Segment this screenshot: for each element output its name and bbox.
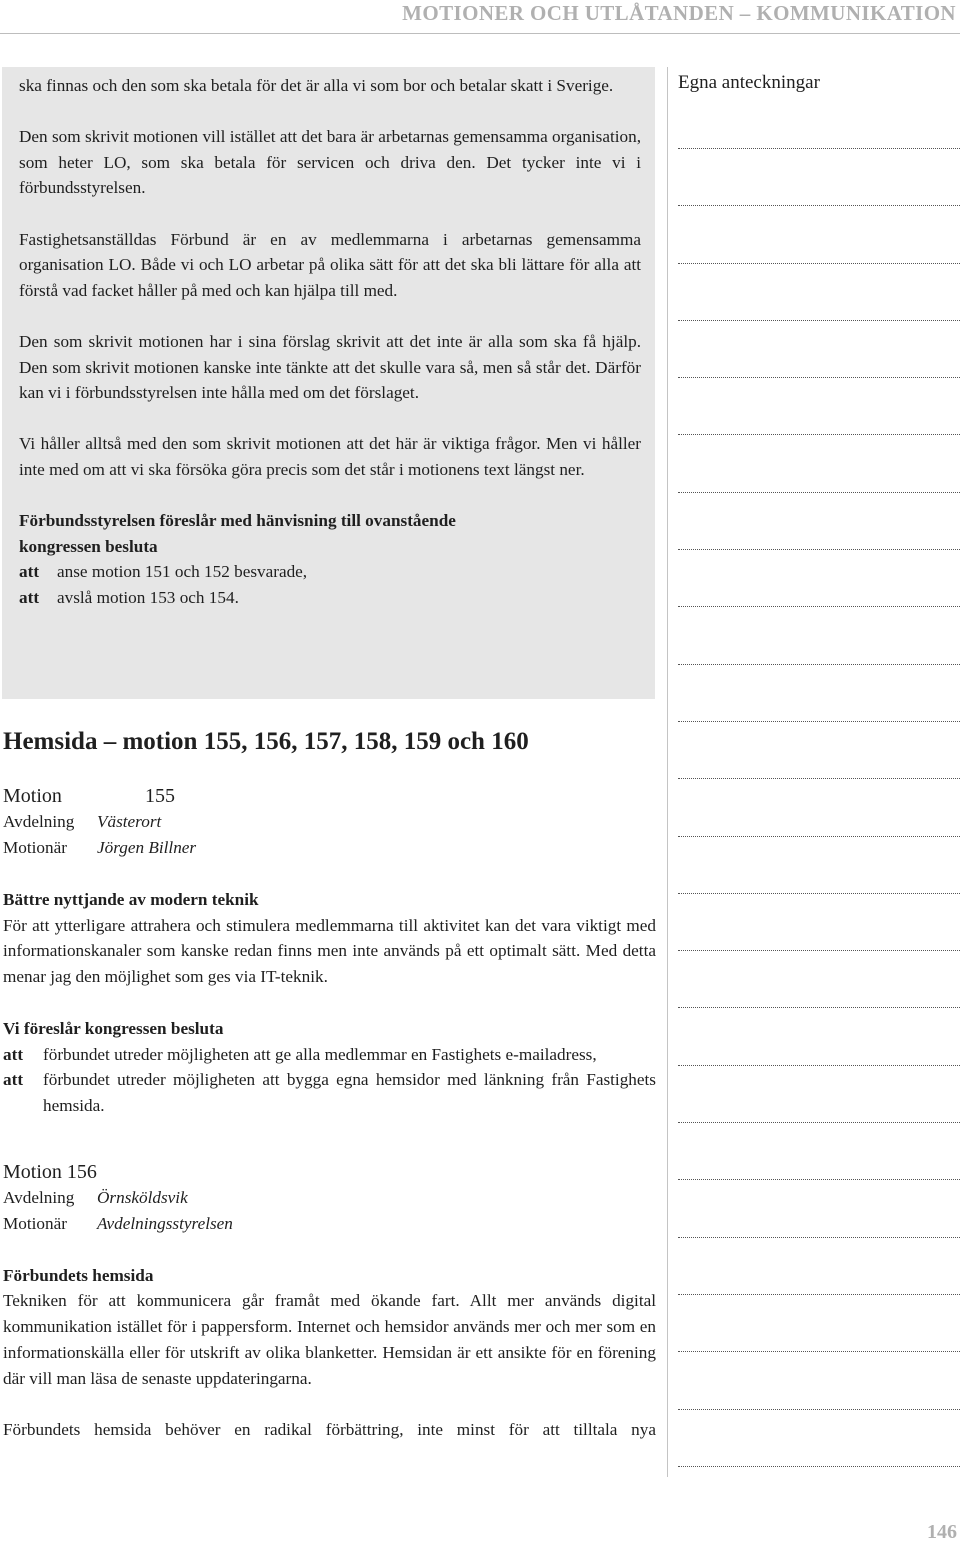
att-clause — [3, 1042, 656, 1068]
motion-156-title: Förbundets hemsida — [3, 1265, 154, 1285]
att-key: att — [3, 1070, 24, 1090]
note-line — [678, 434, 960, 491]
board-proposal-line: Förbundsstyrelsen föreslår med hänvisning till ovanstående — [19, 511, 456, 531]
response-paragraph: Vi håller alltså med den som skrivit motionen att det här är viktiga frågor. Men vi håller inte med om att vi ska försöka göra precis som det står i motionens text längst ner. — [19, 434, 641, 479]
response-paragraph: Fastighetsanställdas Förbund är en av medlemmarna i arbetarnas gemensamma organisation LO. Både vi och LO arbetar på olika sätt för att det ska bli lättare för alla att förstå vad facket håller på med och kan hjälpa till med. — [19, 229, 641, 300]
response-paragraph: ska finnas och den som ska betala för det är alla vi som bor och betalar skatt i Sverige. — [19, 76, 614, 95]
motion-155-heading — [3, 783, 656, 809]
note-line — [678, 1065, 960, 1122]
note-line — [678, 950, 960, 1007]
note-line — [678, 1179, 960, 1236]
motion-156-mover — [3, 1211, 656, 1237]
att-key: att — [19, 562, 40, 582]
note-line — [678, 1237, 960, 1294]
running-header: MOTIONER OCH UTLÅTANDEN – KOMMUNIKATION — [402, 1, 956, 25]
motion-156-heading: Motion 156 — [3, 1160, 97, 1183]
response-paragraph: Den som skrivit motionen vill istället att det bara är arbetarnas gemensamma organisation, som heter LO, som ska betala för servicen och driva den. Det tycker inte vi i förbundsstyrelsen. — [19, 127, 641, 198]
note-line — [678, 1351, 960, 1408]
note-line — [678, 320, 960, 377]
motion-label: Motion — [3, 785, 62, 807]
mover-value: Avdelningsstyrelsen — [97, 1213, 233, 1233]
note-line — [678, 1294, 960, 1351]
motion-156-department — [3, 1185, 656, 1211]
motion-155-title: Bättre nyttjande av modern teknik — [3, 889, 259, 909]
motion-155-body: För att ytterligare attrahera och stimulera medlemmarna till aktivitet kan det vara viktigt med informationskanaler som kanske redan finns men inte används på ett optimalt sätt. Med detta menar jag den möjlighet som ges via IT-teknik. — [3, 915, 656, 987]
att-clause — [19, 585, 641, 611]
att-text: förbundet utreder möjligheten att ge alla medlemmar en Fastighets e-mailadress, — [43, 1044, 597, 1064]
board-proposal-line: kongressen besluta — [19, 536, 158, 556]
header-rule — [0, 33, 960, 34]
att-key: att — [3, 1044, 24, 1064]
att-text: avslå motion 153 och 154. — [57, 587, 239, 607]
note-line — [678, 1122, 960, 1179]
mover-label: Motionär — [3, 1213, 67, 1233]
motion-155-mover — [3, 835, 656, 861]
att-text: anse motion 151 och 152 besvarade, — [57, 562, 308, 582]
department-value: Västerort — [97, 812, 162, 831]
note-line — [678, 778, 960, 835]
note-line — [678, 1466, 960, 1523]
note-line — [678, 606, 960, 663]
note-line — [678, 549, 960, 606]
main-content — [3, 725, 656, 1443]
department-label: Avdelning — [3, 1187, 75, 1207]
att-text: förbundet utreder möjligheten att bygga egna hemsidor med länkning från Fastighets hemsida. — [43, 1070, 656, 1116]
note-line — [678, 1007, 960, 1064]
att-key: att — [19, 587, 40, 607]
note-line — [678, 836, 960, 893]
motion-156-body-continued: Förbundets hemsida behöver en radikal förbättring, inte minst för att tilltala nya — [3, 1420, 656, 1440]
mover-value: Jörgen Billner — [97, 838, 197, 857]
note-line — [678, 492, 960, 549]
note-line — [678, 721, 960, 778]
section-title: Hemsida – motion 155, 156, 157, 158, 159 och 160 — [3, 728, 529, 755]
response-paragraph: Den som skrivit motionen har i sina förslag skrivit att det inte är alla som ska få hjälp. Den som skrivit motionen kanske inte tänkte att det skulle vara så, men så står det. Därför kan vi i förbundsstyrelsen inte hålla med om det förslaget. — [19, 331, 641, 403]
note-line — [678, 664, 960, 721]
note-line — [678, 148, 960, 205]
page-number: 146 — [927, 1521, 957, 1543]
note-line — [678, 1409, 960, 1466]
motion-number: 155 — [145, 785, 175, 807]
note-line — [678, 893, 960, 950]
response-text — [19, 73, 641, 610]
motion-156-body: Tekniken för att kommunicera går framåt med ökande fart. Allt mer används digital kommunikation istället för i pappersform. Internet och hemsidor används mer och mer som en informationskälla eller för utskrift av olika blanketter. Hemsidan är ett ansikte för en förening där vill man läsa de senaste uppdateringarna. — [3, 1291, 656, 1388]
note-line — [678, 205, 960, 262]
motion-155-proposal: Vi föreslår kongressen besluta — [3, 1018, 224, 1038]
att-clause — [3, 1067, 656, 1119]
motion-155-department — [3, 809, 656, 835]
department-value: Örnsköldsvik — [97, 1187, 188, 1207]
att-clause — [19, 559, 641, 585]
notes-column — [678, 72, 960, 94]
note-line — [678, 263, 960, 320]
department-label: Avdelning — [3, 812, 75, 831]
notes-heading: Egna anteckningar — [678, 72, 820, 93]
notes-lines — [678, 148, 960, 1523]
mover-label: Motionär — [3, 838, 67, 857]
note-line — [678, 377, 960, 434]
column-divider — [667, 67, 668, 1477]
